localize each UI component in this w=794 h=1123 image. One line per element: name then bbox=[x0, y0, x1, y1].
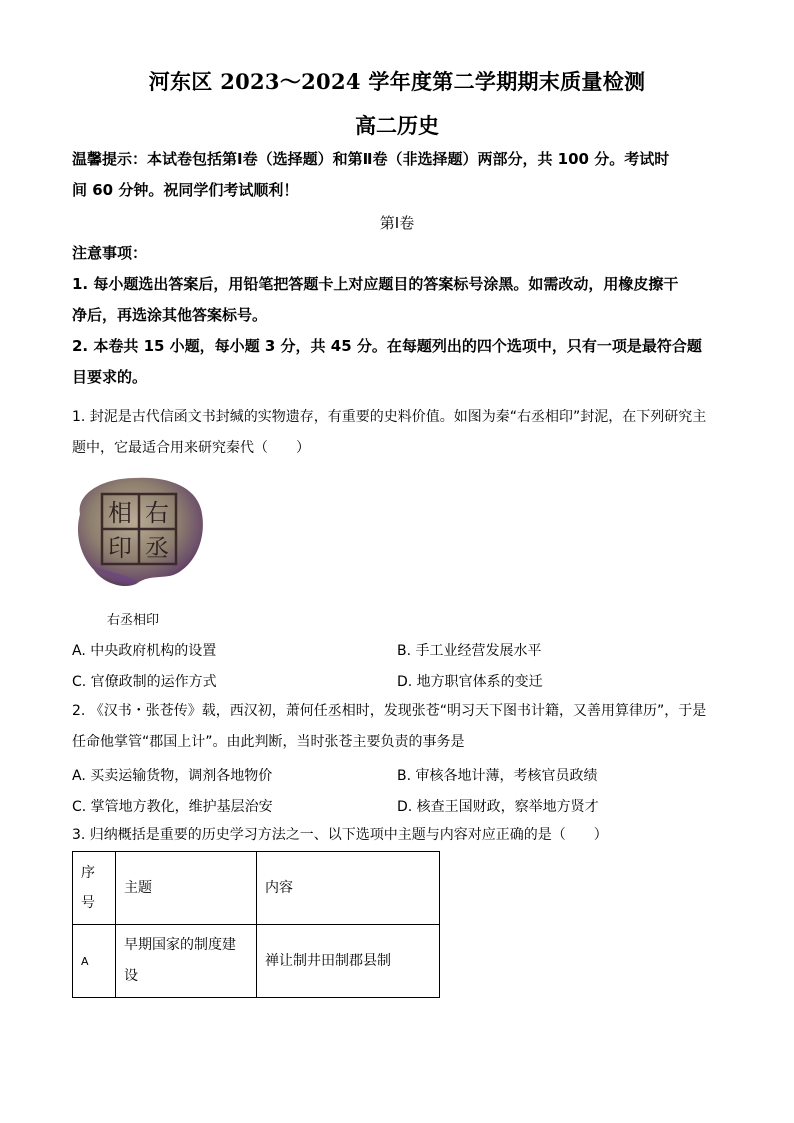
q1-option-d: D. 地方职官体系的变迁 bbox=[397, 674, 543, 690]
q1-option-c: C. 官僚政制的运作方式 bbox=[72, 674, 217, 690]
question-1-line-1: 1. 封泥是古代信函文书封缄的实物遗存，有重要的史料价值。如图为秦“右丞相印”封泥，在下列研究主 bbox=[72, 409, 707, 425]
question-3-stem bbox=[72, 820, 722, 851]
notes-item-2-line-1: 2. 本卷共 15 小题，每小题 3 分，共 45 分。在每题列出的四个选项中，只有一项是最符合题 bbox=[72, 337, 702, 355]
seal-char-4: 印 bbox=[108, 534, 132, 562]
table-cell-content: 禅让制井田制郡县制 bbox=[257, 925, 440, 998]
intro-line-1: 温馨提示：本试卷包括第Ⅰ卷（选择题）和第Ⅱ卷（非选择题）两部分，共 100 分。考试时 bbox=[72, 150, 670, 168]
question-1-stem bbox=[72, 402, 722, 464]
notes-item-1-line-2: 净后，再选涂其他答案标号。 bbox=[72, 306, 268, 324]
q2-option-d: D. 核查王国财政，察举地方贤才 bbox=[397, 799, 599, 815]
question-1-line-2: 题中，它最适合用来研究秦代（ ） bbox=[72, 440, 310, 456]
q1-option-a: A. 中央政府机构的设置 bbox=[72, 643, 217, 659]
question-3-table bbox=[72, 851, 440, 998]
table-cell-topic: 早期国家的制度建设 bbox=[116, 925, 257, 998]
question-2-line-2: 任命他掌管“郡国上计”。由此判断，当时张苍主要负责的事务是 bbox=[72, 734, 465, 750]
question-2-stem bbox=[72, 696, 722, 758]
intro-notice bbox=[72, 144, 722, 206]
exam-subject: 高二历史 bbox=[355, 113, 439, 138]
notes-block bbox=[72, 238, 722, 393]
table-header-content: 内容 bbox=[257, 852, 440, 925]
seal-char-1: 右 bbox=[145, 499, 169, 527]
seal-clay-image bbox=[72, 474, 204, 590]
seal-char-3: 相 bbox=[108, 499, 132, 527]
table-header-topic: 主题 bbox=[116, 852, 257, 925]
seal-clay-svg bbox=[72, 474, 204, 590]
q1-option-b: B. 手工业经营发展水平 bbox=[397, 643, 542, 659]
notes-item-2-line-2: 目要求的。 bbox=[72, 368, 148, 386]
question-2-line-1: 2. 《汉书・张苍传》载，西汉初，萧何任丞相时，发现张苍“明习天下图书计籍，又善用算律历”，于是 bbox=[72, 703, 707, 719]
exam-title: 河东区 2023～2024 学年度第二学期期末质量检测 bbox=[148, 69, 646, 94]
table-header-row bbox=[73, 852, 440, 925]
q2-option-a: A. 买卖运输货物，调剂各地物价 bbox=[72, 768, 273, 784]
question-3-line-1: 3. 归纳概括是重要的历史学习方法之一、以下选项中主题与内容对应正确的是（ ） bbox=[72, 827, 608, 843]
table-row bbox=[73, 925, 440, 998]
q2-option-c: C. 掌管地方教化，维护基层治安 bbox=[72, 799, 273, 815]
table-cell-no: A bbox=[73, 925, 116, 998]
table-header-no: 序号 bbox=[73, 852, 116, 925]
section-title: 第Ⅰ卷 bbox=[379, 214, 415, 232]
seal-char-2: 丞 bbox=[145, 534, 169, 562]
notes-item-1-line-1: 1. 每小题选出答案后，用铅笔把答题卡上对应题目的答案标号涂黑。如需改动，用橡皮擦干 bbox=[72, 275, 679, 293]
seal-caption: 右丞相印 bbox=[107, 613, 160, 628]
q2-option-b: B. 审核各地计薄，考核官员政绩 bbox=[397, 768, 598, 784]
intro-line-2: 间 60 分钟。祝同学们考试顺利！ bbox=[72, 181, 299, 199]
notes-heading: 注意事项： bbox=[72, 244, 148, 262]
